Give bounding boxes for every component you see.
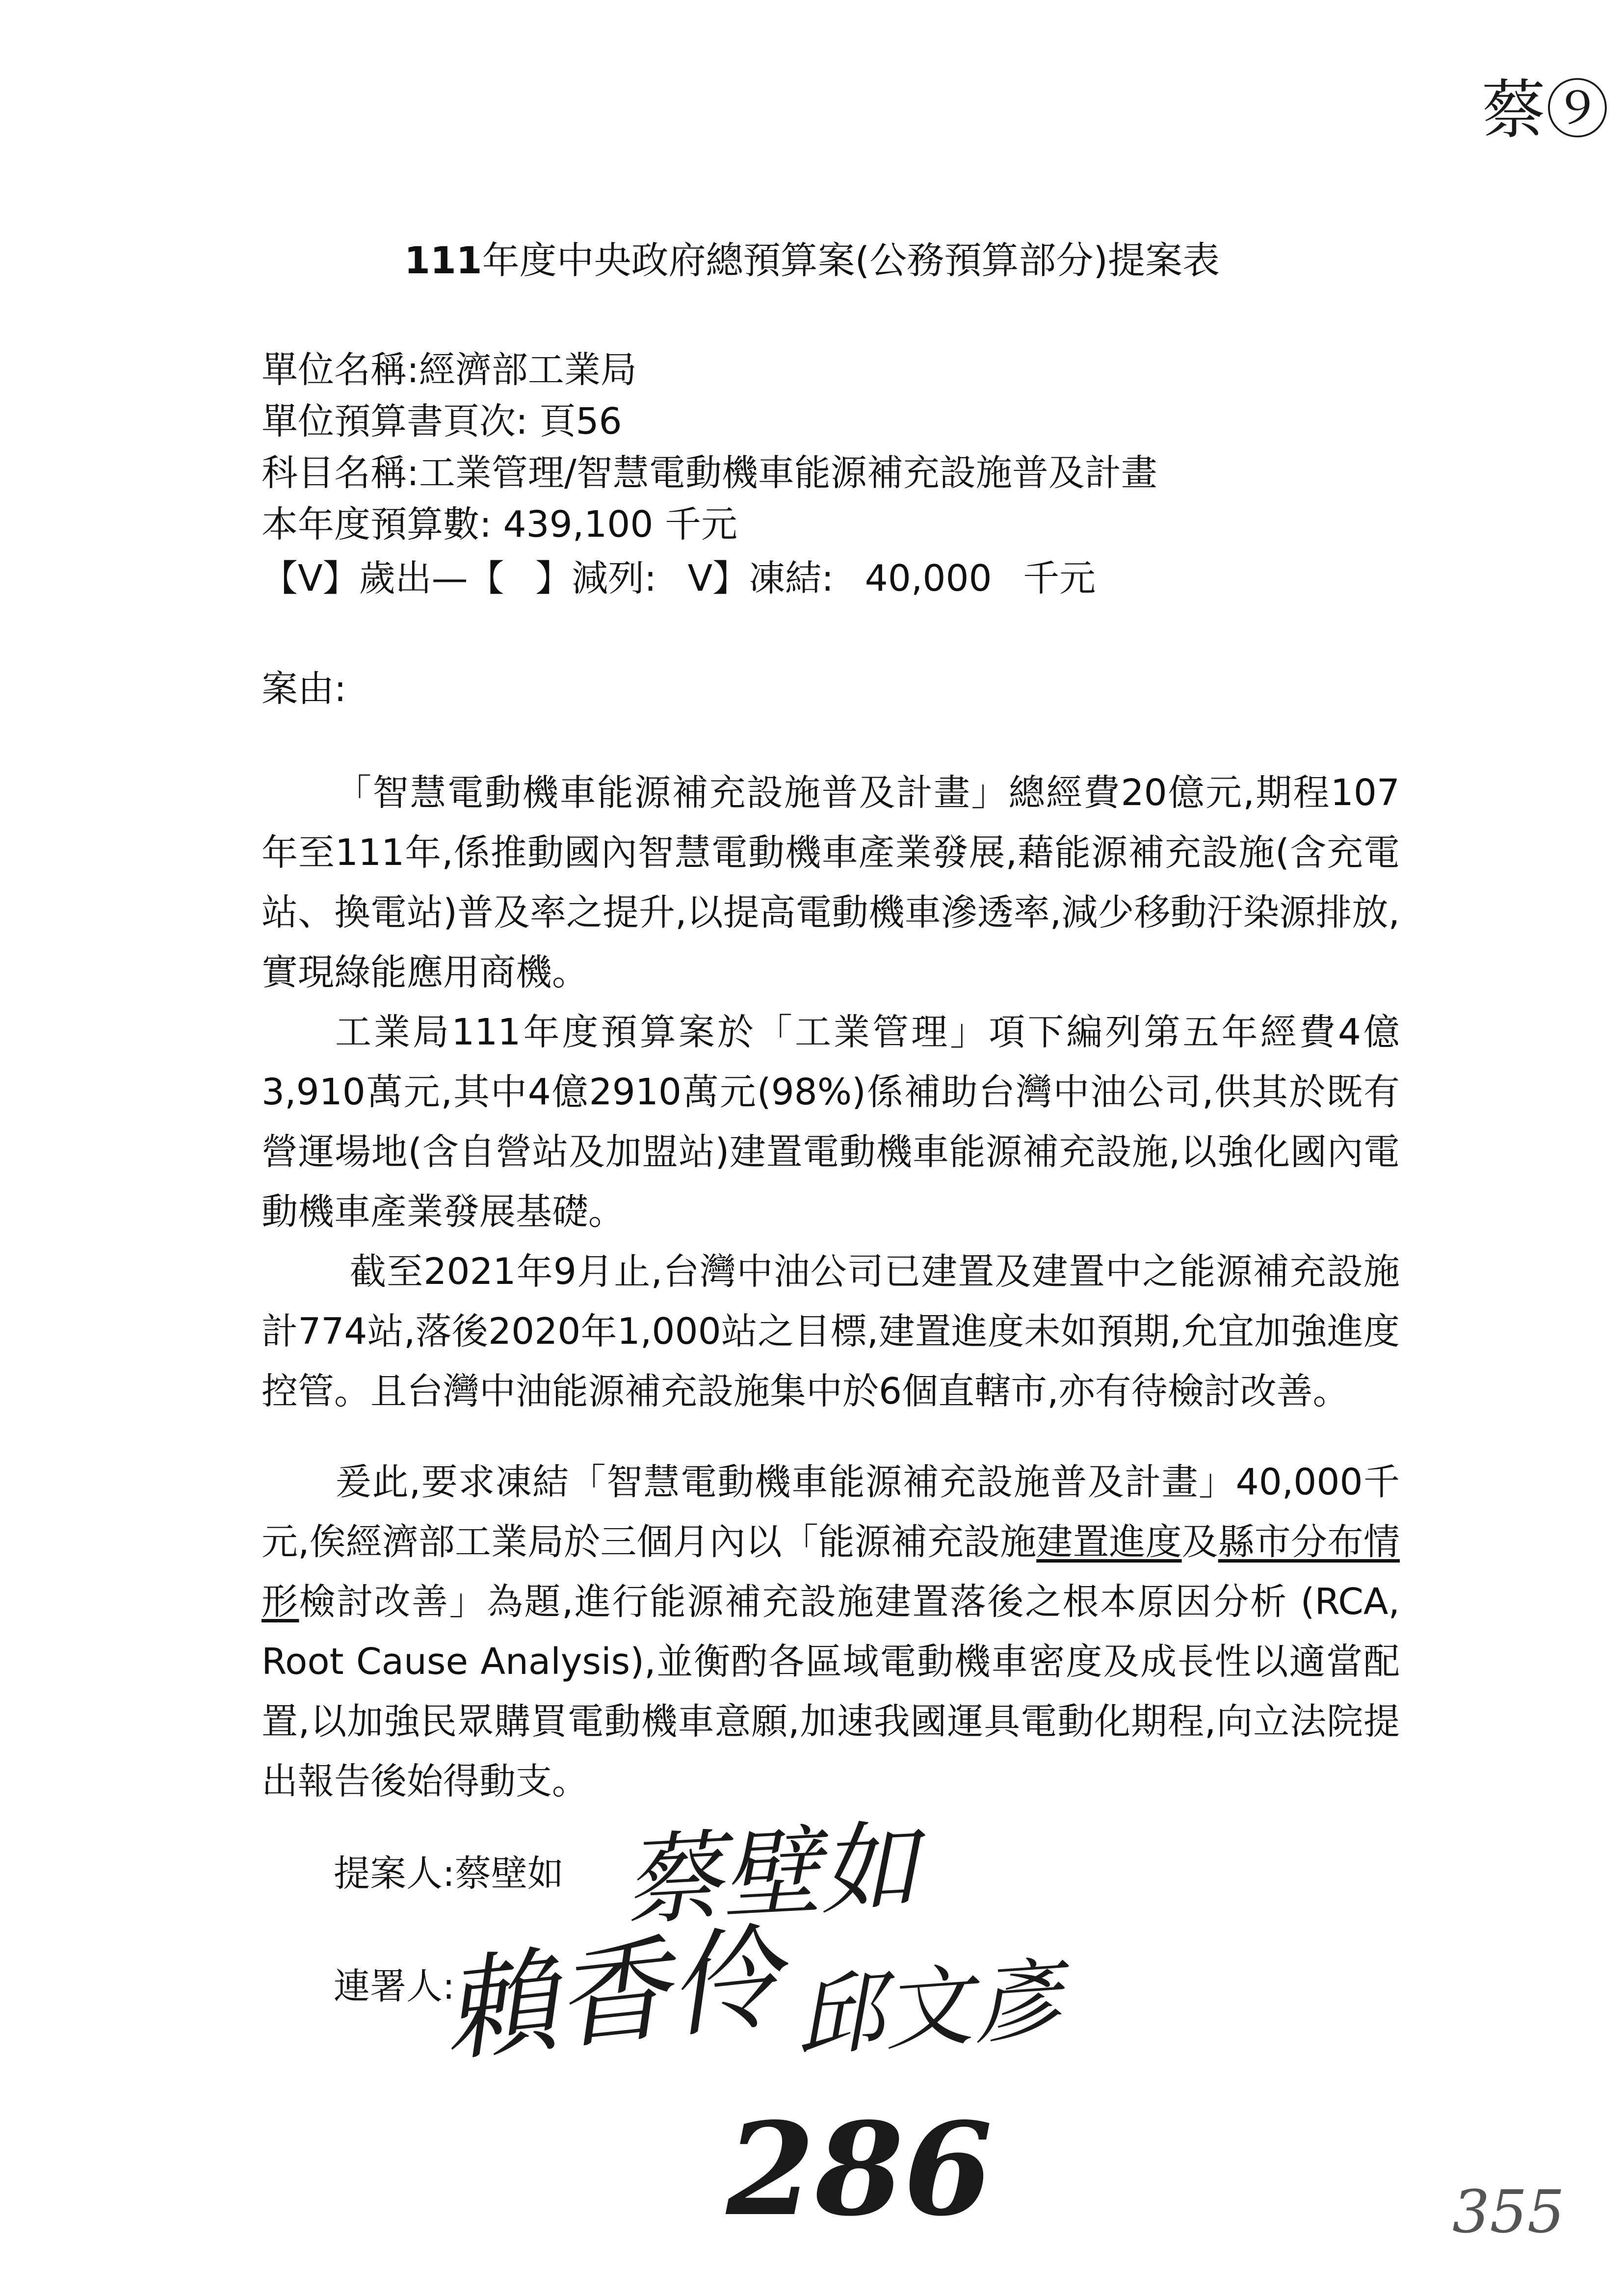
cosigner-signature-1: 賴香伶 xyxy=(437,1912,787,2078)
reason-body xyxy=(262,763,1400,1421)
budget-page: 單位預算書頁次: 頁56 xyxy=(262,400,622,443)
paragraph-1: 「智慧電動機車能源補充設施普及計畫」總經費20億元,期程107年至111年,係推動國內智慧電動機車產業發展,藉能源補充設施(含充電站、換電站)普及率之提升,以提高電動機車滲透率,減少移動汙染源排放,實現綠能應用商機。 xyxy=(262,772,1400,993)
title-text: 年度中央政府總預算案(公務預算部分)提案表 xyxy=(482,238,1220,282)
handwritten-number: 286 xyxy=(726,2095,993,2244)
action-line: 【V】歲出—【 】減列: V】凍結: 40,000 千元 xyxy=(262,557,1096,600)
underlined-progress: 建置進度 xyxy=(1036,1521,1182,1563)
reason-label: 案由: xyxy=(262,668,346,710)
cosigner-label: 連署人: xyxy=(334,1965,455,2008)
paragraph-4-part-a: 爰此,要求凍結「智慧電動機車能源補充設施普及計畫」40,000千元,俟經濟部工業局於三個月內以「能源補充設施 xyxy=(262,1461,1400,1563)
paragraph-2: 工業局111年度預算案於「工業管理」項下編列第五年經費4億3,910萬元,其中4億2910萬元(98%)係補助台灣中油公司,供其於既有營運場地(含自營站及加盟站)建置電動機車能源補充設施,以強化國內電動機車產業發展基礎。 xyxy=(262,1011,1400,1233)
proposer-signature: 蔡壁如 xyxy=(621,1809,921,1939)
page-number: 355 xyxy=(1452,2178,1565,2246)
paragraph-4-part-b: 及 xyxy=(1181,1521,1218,1563)
cosigner-signature-2: 邱文彥 xyxy=(792,1948,1064,2069)
proposer-label: 提案人:蔡壁如 xyxy=(334,1852,564,1895)
annual-budget: 本年度預算數: 439,100 千元 xyxy=(262,503,737,546)
paragraph-4-part-c: 檢討改善」為題,進行能源補充設施建置落後之根本原因分析 (RCA, Root Cause Analysis),並衡酌各區域電動機車密度及成長性以適當配置,以加強民眾購買電動機車意願,加速我國運具電動化期程,向立法院提出報告後始得動支。 xyxy=(262,1581,1400,1802)
underlined-distribution: 縣市分布情形 xyxy=(262,1521,1400,1623)
paragraph-3: 截至2021年9月止,台灣中油公司已建置及建置中之能源補充設施計774站,落後2020年1,000站之目標,建置進度未如預期,允宜加強進度控管。且台灣中油能源補充設施集中於6個直轄市,亦有待檢討改善。 xyxy=(262,1251,1400,1412)
subject-name: 科目名稱:工業管理/智慧電動機車能源補充設施普及計畫 xyxy=(262,452,1157,494)
unit-name: 單位名稱:經濟部工業局 xyxy=(262,349,637,391)
request-body xyxy=(262,1452,1400,1811)
title-number: 111 xyxy=(404,238,482,282)
corner-mark: 蔡⑨ xyxy=(1482,73,1610,147)
page-title xyxy=(0,231,1624,284)
paragraph-4 xyxy=(262,1452,1400,1811)
